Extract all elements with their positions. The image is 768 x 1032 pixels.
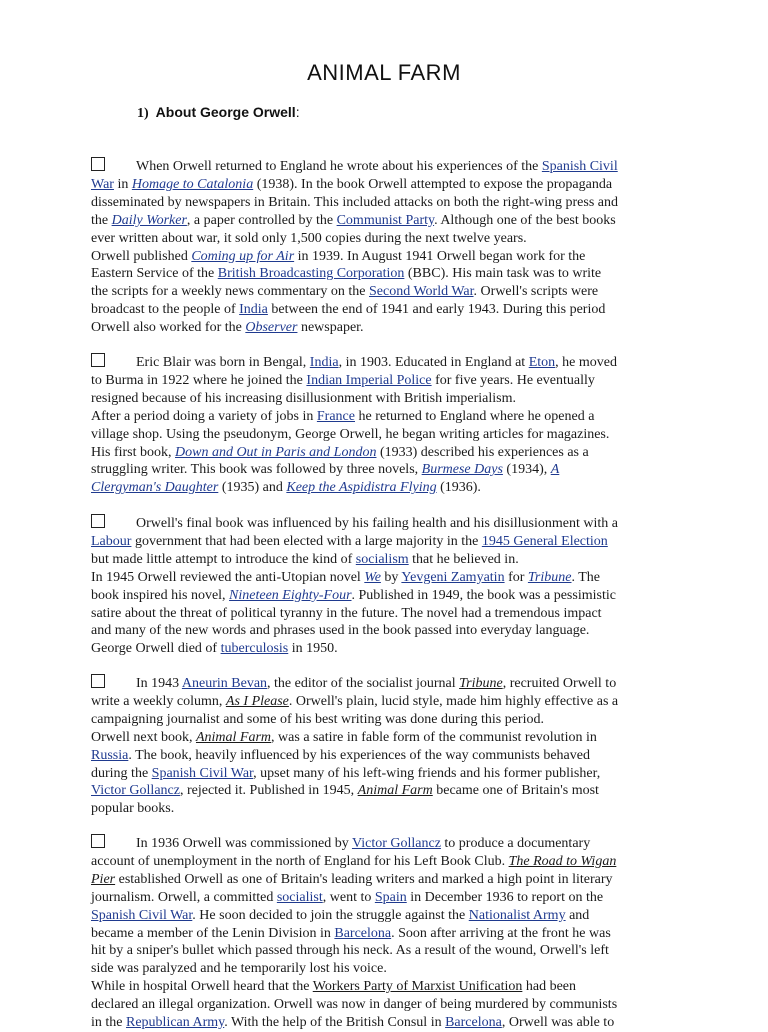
paragraph-line (91, 747, 679, 765)
paragraph-line (91, 907, 679, 925)
link-communist-party[interactable]: Communist Party (336, 212, 435, 228)
paragraph-line (91, 693, 679, 711)
text: . The (571, 569, 600, 585)
paragraph-line: resigned because of his increasing disillusionment with British imperialism. (91, 390, 516, 406)
link-homage-to-catalonia[interactable]: Homage to Catalonia (131, 176, 254, 192)
paragraph-line (91, 674, 679, 693)
text: for five years. He eventually (431, 372, 595, 388)
text: In 1936 Orwell was commissioned by (136, 836, 352, 851)
paragraph-line (91, 514, 679, 533)
paragraph-line (91, 408, 679, 426)
paragraph-4 (91, 674, 679, 818)
text: by (380, 569, 402, 585)
paragraph-line (91, 925, 679, 943)
text: book inspired his novel, (91, 587, 230, 603)
link-aneurin-bevan[interactable]: Aneurin Bevan (181, 676, 268, 691)
section-title: About George Orwell (155, 104, 296, 120)
link-bbc[interactable]: British Broadcasting Corporation (217, 266, 405, 282)
bullet-checkbox-icon (91, 834, 105, 848)
text: (1935) and (218, 480, 287, 496)
paragraph-line: village shop. Using the pseudonym, George Orwell, he began writing articles for magazines. (91, 426, 610, 442)
text: In 1943 (136, 676, 182, 691)
text: . The book, heavily influenced by his experiences of the way communists behaved (128, 747, 590, 763)
paragraph-line (91, 248, 679, 266)
paragraph-line (91, 889, 679, 907)
text: Eric Blair was born in Bengal, (136, 355, 310, 370)
link-indian-imperial-police[interactable]: Indian Imperial Police (306, 372, 432, 388)
paragraph-line (91, 587, 679, 605)
road-to-wigan-pier-title: The Road to Wigan (508, 853, 617, 869)
link-tuberculosis[interactable]: tuberculosis (220, 641, 289, 657)
paragraph-line (91, 871, 679, 889)
text: broadcast to the people of (91, 302, 240, 318)
poum-name: Workers Party of Marxist Unification (312, 979, 523, 995)
text: . Soon after arriving at the front he was (391, 925, 611, 941)
paragraph-3 (91, 514, 679, 658)
tribune-title: Tribune (459, 676, 503, 691)
paragraph-line (91, 353, 679, 372)
animal-farm-title: Animal Farm (195, 729, 272, 745)
text: that he believed in. (408, 551, 519, 567)
section-colon: : (295, 104, 300, 120)
link-daily-worker[interactable]: Daily Worker (111, 212, 187, 228)
link-spanish-civil-war[interactable]: Spanish Civil (541, 159, 618, 174)
text: , the editor of the socialist journal (267, 676, 460, 691)
text: account of unemployment in the north of England for his Left Book Club. (91, 853, 509, 869)
link-second-world-war[interactable]: Second World War (368, 284, 474, 300)
paragraph-line (91, 853, 679, 871)
text: and (565, 907, 590, 923)
paragraph-line (91, 265, 679, 283)
text: , was a satire in fable form of the communist revolution in (271, 729, 597, 745)
paragraph-line (91, 978, 679, 996)
text: George Orwell died of (91, 641, 221, 657)
paragraph-line: side was paralyzed and he temporarily lost his voice. (91, 961, 387, 977)
text: (1938). In the book Orwell attempted to expose the propaganda (253, 176, 613, 192)
link-spain[interactable]: Spain (374, 889, 407, 905)
text: struggling writer. This book was followed by three novels, (91, 462, 422, 478)
link-france[interactable]: France (316, 408, 355, 424)
text: the (91, 212, 112, 228)
paragraph-line (91, 319, 679, 337)
paragraph-line (91, 157, 679, 176)
text: , went to (322, 889, 375, 905)
paragraph-line (91, 834, 679, 853)
paragraph-line (91, 301, 679, 319)
text: Orwell also worked for the (91, 320, 246, 336)
text: (BBC). His main task was to write (404, 266, 602, 282)
as-i-please-title: As I Please (225, 693, 289, 709)
text: In 1945 Orwell reviewed the anti-Utopian novel (91, 569, 365, 585)
text: , he moved (555, 355, 617, 370)
text: Eastern Service of the (91, 266, 218, 282)
link-socialist[interactable]: socialist (276, 889, 323, 905)
link-republican-army[interactable]: Republican Army (126, 1015, 225, 1031)
text: , Orwell was able to (501, 1015, 615, 1031)
text: (1934), (502, 462, 551, 478)
paragraph-line (91, 372, 679, 390)
paragraph-line: campaigning journalist and some of his best writing was done during this period. (91, 711, 544, 727)
text: His first book, (91, 444, 175, 460)
bullet-checkbox-icon (91, 674, 105, 688)
text: during the (91, 765, 152, 781)
link-socialism[interactable]: socialism (355, 551, 409, 567)
text: for (504, 569, 528, 585)
link-barcelona[interactable]: Barcelona (445, 1015, 502, 1031)
paragraph-line (91, 782, 679, 800)
text: in December 1936 to report on the (406, 889, 604, 905)
text: became a member of the Lenin Division in (91, 925, 335, 941)
text: in 1950. (288, 641, 338, 657)
paragraph-line: satire about the threat of political tyranny in the future. The novel had a tremendous impact (91, 605, 602, 621)
link-clergymans-daughter[interactable]: Clergyman's Daughter (91, 480, 219, 496)
section-heading (137, 104, 300, 122)
link-eton[interactable]: Eton (528, 355, 556, 370)
text: , rejected it. Published in 1945, (179, 783, 358, 799)
link-spanish-civil-war[interactable]: Spanish Civil War (91, 907, 193, 923)
text: government that had been elected with a large majority in the (131, 533, 482, 549)
link-barcelona[interactable]: Barcelona (334, 925, 392, 941)
text: write a weekly column, (91, 693, 226, 709)
paragraph-line (91, 444, 679, 462)
text: (1933) described his experiences as a (376, 444, 589, 460)
text: Orwell's final book was influenced by his failing health and his disillusionment with a (136, 516, 618, 531)
link-labour[interactable]: Labour (91, 533, 132, 549)
text: , upset many of his left-wing friends and his former publisher, (253, 765, 601, 781)
text: became one of Britain's most (432, 783, 599, 799)
text: , in 1903. Educated in England at (338, 355, 529, 370)
text: journalism. Orwell, a committed (91, 889, 277, 905)
text: but made little attempt to introduce the kind of (91, 551, 356, 567)
paragraph-line (91, 479, 679, 497)
text: , a paper controlled by the (186, 212, 337, 228)
link-burmese-days[interactable]: Burmese Days (421, 462, 503, 478)
text: in (113, 176, 132, 192)
paragraph-2 (91, 353, 679, 497)
paragraph-line (91, 640, 679, 658)
paragraph-line (91, 176, 679, 194)
page-title: ANIMAL FARM (307, 60, 461, 85)
text: to produce a documentary (440, 836, 591, 851)
paragraph-line (91, 729, 679, 747)
link-yevgeni-zamyatin[interactable]: Yevgeni Zamyatin (401, 569, 505, 585)
road-to-wigan-pier-title: Pier (91, 871, 116, 887)
link-down-and-out[interactable]: Down and Out in Paris and London (175, 444, 377, 460)
link-clergymans-daughter[interactable]: A (550, 462, 560, 478)
link-coming-up-for-air[interactable]: Coming up for Air (191, 248, 295, 264)
text: . With the help of the British Consul in (224, 1015, 446, 1031)
text: Orwell next book, (91, 729, 196, 745)
link-1945-general-election[interactable]: 1945 General Election (481, 533, 608, 549)
link-russia[interactable]: Russia (91, 747, 129, 763)
link-india[interactable]: India (239, 302, 268, 318)
text: newspaper. (297, 320, 364, 336)
link-spanish-civil-war[interactable]: Spanish Civil War (151, 765, 254, 781)
text: When Orwell returned to England he wrote about his experiences of the (136, 159, 542, 174)
text: (1936). (436, 480, 481, 496)
link-keep-the-aspidistra-flying[interactable]: Keep the Aspidistra Flying (286, 480, 437, 496)
bullet-checkbox-icon (91, 157, 105, 171)
paragraph-line: popular books. (91, 801, 175, 817)
paragraph-line (91, 765, 679, 783)
bullet-checkbox-icon (91, 514, 105, 528)
paragraph-1 (91, 157, 679, 337)
paragraph-line (91, 461, 679, 479)
text: Orwell published (91, 248, 192, 264)
animal-farm-title: Animal Farm (357, 783, 433, 799)
text: he returned to England where he opened a (354, 408, 595, 424)
text: While in hospital Orwell heard that the (91, 979, 313, 995)
paragraph-line (91, 1014, 679, 1032)
text: . He soon decided to join the struggle against the (192, 907, 469, 923)
link-observer[interactable]: Observer (245, 320, 298, 336)
link-india[interactable]: India (309, 355, 339, 370)
link-victor-gollancz[interactable]: Victor Gollancz (91, 783, 180, 799)
paragraph-line (91, 533, 679, 551)
paragraph-line (91, 551, 679, 569)
text: had been (522, 979, 577, 995)
paragraph-line (91, 569, 679, 587)
text: , recruited Orwell to (502, 676, 617, 691)
link-victor-gollancz[interactable]: Victor Gollancz (351, 836, 441, 851)
text: . Published in 1949, the book was a pessimistic (351, 587, 616, 603)
link-spanish-civil-war[interactable]: War (91, 176, 114, 192)
paragraph-line: and many of the new words and phrases used in the book passed into everyday language. (91, 623, 590, 639)
paragraph-line (91, 212, 679, 230)
link-nationalist-army[interactable]: Nationalist Army (468, 907, 566, 923)
text: to Burma in 1922 where he joined the (91, 372, 307, 388)
section-number: 1) (137, 106, 149, 121)
link-tribune[interactable]: Tribune (527, 569, 572, 585)
text: the scripts for a weekly news commentary on the (91, 284, 369, 300)
paragraph-line: hit by a sniper's bullet which passed through his neck. As a result of the wound, Orwell's left (91, 943, 609, 959)
text: in the (91, 1015, 126, 1031)
paragraph-5 (91, 834, 679, 1032)
paragraph-line (91, 283, 679, 301)
link-nineteen-eighty-four[interactable]: Nineteen Eighty-Four (229, 587, 352, 603)
bullet-checkbox-icon (91, 353, 105, 367)
text: After a period doing a variety of jobs in (91, 408, 317, 424)
text: . Orwell's scripts were (473, 284, 599, 300)
paragraph-line: ever written about war, it sold only 1,500 copies during the next twelve years. (91, 230, 527, 246)
link-we[interactable]: We (364, 569, 381, 585)
text: in 1939. In August 1941 Orwell began work for the (294, 248, 586, 264)
paragraph-line: disseminated by newspapers in Britain. This included attacks on both the right-wing press and (91, 194, 618, 210)
text: established Orwell as one of Britain's leading writers and marked a high point in literary (115, 871, 613, 887)
text: . Although one of the best books (434, 212, 616, 228)
text: . Orwell's plain, lucid style, made him highly effective as a (288, 693, 619, 709)
paragraph-line: declared an illegal organization. Orwell was now in danger of being murdered by communists (91, 997, 618, 1013)
text: between the end of 1941 and early 1943. During this period (267, 302, 606, 318)
